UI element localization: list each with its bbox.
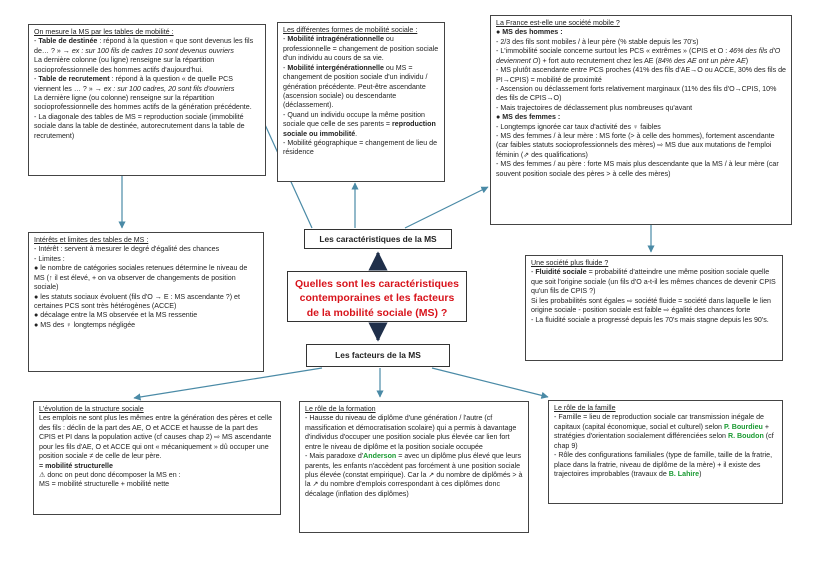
- tables-recrutement-note: La dernière ligne (ou colonne) renseigne sur la répartition socioprofessionnelle des hommes actifs de la génération précédente.: [34, 93, 252, 112]
- mobile-women-heading: ● MS des femmes :: [496, 113, 561, 122]
- factors-label: Les facteurs de la MS: [306, 344, 450, 367]
- mobile-box: [490, 15, 792, 225]
- fluid-def: - Fluidité sociale = probabilité d'atteindre une même position sociale quelle que soit l'origine sociale (un fils d'O a-t-il les mêmes chances de devenir CPIS qu'un fils de CPIS ?): [531, 268, 776, 296]
- mobile-women-2: - MS des femmes / à leur mère : MS forte (> à celle des hommes), fortement ascendante (car faibles statuts socioprofessionnels des mères) ⇨ MS due aux mutations de l'emploi féminin (⇗ des qualifications): [496, 132, 775, 159]
- mobile-men-1: - 2/3 des fils sont mobiles / à leur père (% stable depuis les 70's): [496, 37, 699, 46]
- mobile-men-4: - Ascension ou déclassement forts relativement marginaux (11% des fils d'O→CPIS, 10% des fils de CPIS→O): [496, 84, 777, 103]
- education-title: Le rôle de la formation: [305, 405, 376, 413]
- education-2: - Mais paradoxe d'Anderson = avec un diplôme plus élevé que leurs parents, les enfants n'accèdent pas forcément à une position sociale plus élevée (constat empirique). Car la ↗ du nombre de diplômés > à la ↗ du nombre d'emplois correspondant à ces diplômes donc décalage (inflation des diplômes): [305, 452, 523, 498]
- limits-title: Intérêts et limites des tables de MS :: [34, 236, 149, 244]
- structure-warning: ⚠ donc on peut donc décomposer la MS en :: [39, 470, 181, 479]
- arrow-to-family: [432, 368, 548, 397]
- mobile-men-2: - L'immobilité sociale concerne surtout les PCS « extrêmes » (CPIS et O : 46% des fils d'O deviennent O) + fort auto recrutement chez les AE (84% des AE ont un père AE): [496, 47, 781, 65]
- education-box: [299, 401, 529, 533]
- limits-heading: - Limites :: [34, 254, 65, 263]
- forms-title: Les différentes formes de mobilité sociale :: [283, 26, 418, 34]
- characteristics-label: Les caractéristiques de la MS: [304, 229, 452, 249]
- arrow-to-mobile: [405, 187, 488, 228]
- tables-title: On mesure la MS par les tables de mobilité :: [34, 28, 174, 36]
- mobile-men-heading: ● MS des hommes :: [496, 28, 563, 37]
- forms-reproduction: - Quand un individu occupe la même position sociale que celle de ses parents = reproduction sociale ou immobilité.: [283, 110, 436, 138]
- fluid-title: Une société plus fluide ?: [531, 259, 609, 267]
- fluid-trend: - La fluidité sociale a progressé depuis les 70's mais stagne depuis les 90's.: [531, 315, 769, 324]
- mobile-women-3: - MS des femmes / au père : forte MS mais plus descendante que la MS / à leur mère (car souvent position sociale des pères > à celle des mères): [496, 160, 779, 178]
- structure-formula: MS = mobilité structurelle + mobilité nette: [39, 480, 170, 489]
- limits-2: ● les statuts sociaux évoluent (fils d'O → E : MS ascendante ?) et certaines PCS sont très hétérogènes (ACCE): [34, 292, 240, 310]
- family-1: - Famille = lieu de reproduction sociale car transmission inégale de capitaux (capital économique, social et culturel) selon P. Bourdieu + stratégies d'orientation socialement différenciées selon R. Boudon (cf chap 9): [554, 413, 774, 450]
- family-box: [548, 400, 783, 504]
- tables-box: [28, 24, 266, 176]
- mobile-women-1: - Longtemps ignorée car taux d'activité des ♀ faibles: [496, 122, 661, 131]
- family-title: Le rôle de la famille: [554, 404, 616, 412]
- tables-destinee: - Table de destinée : répond à la question « que sont devenus les fils de… ? » → ex : sur 100 fils de cadres 10 sont devenus ouvriers: [34, 37, 254, 55]
- mobile-men-5: - Mais trajectoires de déclassement plus nombreuses qu'avant: [496, 103, 693, 112]
- structure-result: = mobilité structurelle: [39, 461, 113, 470]
- limits-interest: - Intérêt : servent à mesurer le degré d'égalité des chances: [34, 245, 220, 254]
- fluid-box: [525, 255, 783, 361]
- education-1: - Hausse du niveau de diplôme d'une génération / l'autre (cf massification et démocratisation scolaire) qui a permis à davantage d'individus d'occuper une position sociale plus élevée car lien fort entre le niveau de diplôme et la position sociale occupée: [305, 414, 517, 451]
- fluid-equal: Si les probabilités sont égales ⇨ société fluide = société dans laquelle le lien origine sociale - position sociale est faible ⇨ égalité des chances forte: [531, 296, 771, 315]
- tables-recrutement: - Table de recrutement : répond à la question « de quelle PCS viennent les … ? » → ex : sur 100 cadres, 20 sont fils d'ouvriers: [34, 75, 235, 93]
- mobile-men-3: - MS plutôt ascendante entre PCS proches (41% des fils d'AE→O ou ACCE, 30% des fils de PI→CPIS) = mobilité de proximité: [496, 66, 786, 84]
- arrow-to-structure: [134, 368, 322, 398]
- forms-intra: - Mobilité intragénérationnelle ou professionnelle = changement de position sociale d'un individu au cours de sa vie.: [283, 35, 439, 63]
- limits-box: [28, 232, 264, 372]
- family-2: - Rôle des configurations familiales (type de famille, taille de la fratrie, place dans la fratrie, niveau de diplôme de la mère) + il existe des trajectoires improbables (travaux de B. Lahire): [554, 451, 773, 478]
- tables-diagonal: - La diagonale des tables de MS = reproduction sociale (immobilité sociale dans la table de destinée, autorecrutement dans la table de recrutement): [34, 112, 245, 140]
- central-question: Quelles sont les caractéristiques contemporaines et les facteurs de la mobilité sociale (MS) ?: [287, 271, 467, 322]
- forms-inter: - Mobilité intergénérationnelle ou MS = changement de position sociale d'un individu / génération précédente. Peut-être ascendante (ascension sociale) ou descendante (déclassement).: [283, 63, 428, 110]
- forms-geo: - Mobilité géographique = changement de lieu de résidence: [283, 139, 438, 157]
- limits-1: ● le nombre de catégories sociales retenues détermine le niveau de MS (↑ il est élevé, + on va observer de changements de position sociale): [34, 264, 248, 292]
- mobile-title: La France est-elle une société mobile ?: [496, 19, 620, 27]
- limits-3: ● décalage entre la MS observée et la MS ressentie: [34, 311, 198, 320]
- limits-4: ● MS des ♀ longtemps négligée: [34, 320, 136, 329]
- structure-box: [33, 401, 281, 515]
- structure-body: Les emplois ne sont plus les mêmes entre la génération des pères et celle des fils : déclin de la part des AE, O et ACCE et hausse de la part des CPIS et PI dans la population active (cf causes chap 2) ⇨ MS ascendante pour les fils d'AE, O et ACCE qui ont « mécaniquement » dû occuper une position sociale ≠ de celle de leur père.: [39, 414, 273, 461]
- forms-box: [277, 22, 445, 182]
- structure-title: L'évolution de la structure sociale: [39, 405, 144, 413]
- tables-destinee-note: La dernière colonne (ou ligne) renseigne sur la répartition socioprofessionnelle des hommes actifs d'aujourd'hui.: [34, 56, 215, 74]
